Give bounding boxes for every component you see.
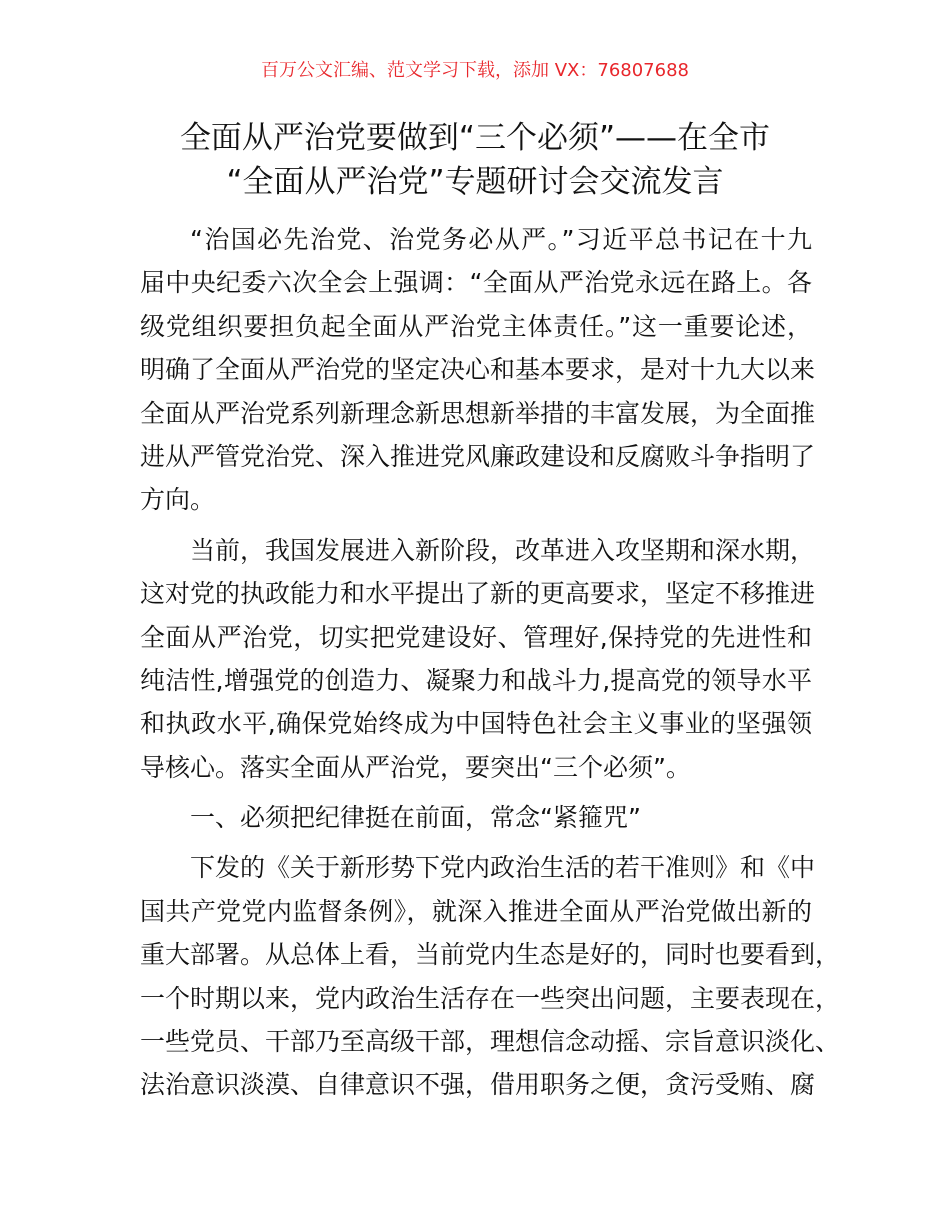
document-title: [0, 116, 950, 204]
text-line: 当前，我国发展进入新阶段，改革进入攻坚期和深水期，: [190, 535, 816, 565]
text-line: 一些党员、干部乃至高级干部，理想信念动摇、宗旨意识淡化、: [140, 1027, 841, 1057]
title-line: “全面从严治党”专题研讨会交流发言: [226, 164, 724, 200]
text-line: 方向。: [140, 485, 216, 515]
text-line: 全面从严治党系列新理念新思想新举措的丰富发展，为全面推: [140, 398, 816, 428]
text-line: 一、必须把纪律挺在前面，常念“紧箍咒”: [190, 803, 641, 833]
title-line: 全面从严治党要做到“三个必须”——在全市: [179, 120, 771, 156]
text-line: 下发的《关于新形势下党内政治生活的若干准则》和《中: [190, 853, 816, 883]
watermark-banner: 百万公文汇编、范文学习下载，添加 VX：76807688: [261, 60, 689, 81]
paragraph: [140, 529, 816, 789]
paragraph: [140, 218, 816, 522]
text-line: 国共产党党内监督条例》，就深入推进全面从严治党做出新的: [140, 896, 812, 926]
text-line: 进从严管党治党、深入推进党风廉政建设和反腐败斗争指明了: [140, 441, 816, 471]
text-line: 和执政水平,确保党始终成为中国特色社会主义事业的坚强领: [140, 709, 812, 739]
text-line: 法治意识淡漠、自律意识不强，借用职务之便，贪污受贿、腐: [140, 1070, 816, 1100]
text-line: 全面从严治党，切实把党建设好、管理好,保持党的先进性和: [140, 622, 812, 652]
text-line: 届中央纪委六次全会上强调：“全面从严治党永远在路上。各: [140, 268, 812, 298]
text-line: 导核心。落实全面从严治党，要突出“三个必须”。: [140, 752, 691, 782]
document-body: [140, 218, 841, 1107]
text-line: 明确了全面从严治党的坚定决心和基本要求，是对十九大以来: [140, 355, 816, 385]
text-line: 重大部署。从总体上看，当前党内生态是好的，同时也要看到，: [140, 940, 841, 970]
text-line: 级党组织要担负起全面从严治党主体责任。”这一重要论述，: [140, 311, 812, 341]
text-line: 纯洁性,增强党的创造力、凝聚力和战斗力,提高党的领导水平: [140, 665, 812, 695]
text-line: 这对党的执政能力和水平提出了新的更高要求，坚定不移推进: [140, 579, 816, 609]
text-line: 一个时期以来，党内政治生活存在一些突出问题，主要表现在，: [140, 983, 841, 1013]
paragraph: [140, 846, 841, 1106]
section-heading: [140, 796, 812, 839]
text-line: “治国必先治党、治党务必从严。”习近平总书记在十九: [190, 225, 812, 254]
